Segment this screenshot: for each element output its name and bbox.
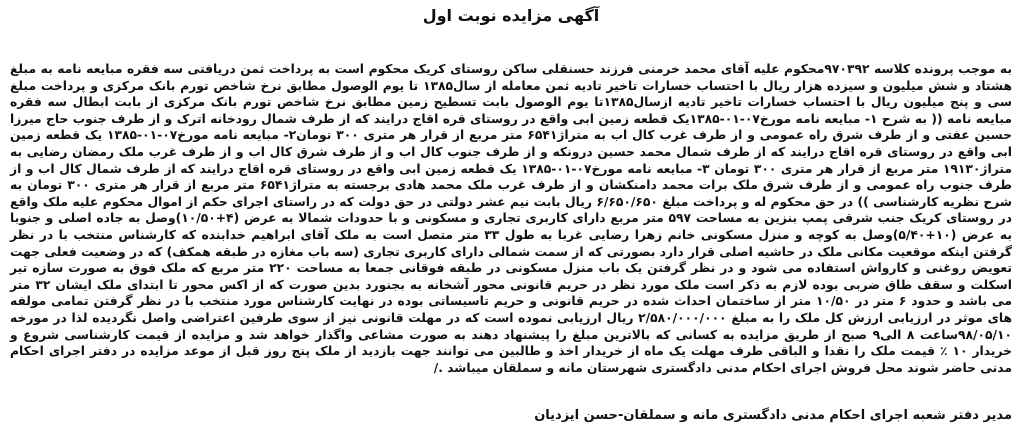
notice-body-text: به موجب پرونده کلاسه ۹۷۰۳۹۲محکوم علیه آقای محمد خرمنی فرزند حسنقلی ساکن روستای کریک محکوم است به پرداخت ثمن دریافتی سه فقره مبایعه نامه به مبلغ هشتاد و شش میلیون و سیزده هزار ریال با احتساب خسارات تاخیر تادیه ثمن معامله از سال۱۳۸۵ تا یوم الوصول مطابق نرخ شاخص تورم بانک مرکزی و پرداخت مبلغ سی و پنج میلیون ریال با احتساب خسارات تاخیر تادیه ازسال۱۳۸۵تا یوم الوصول بابت تسطیح زمین مطابق نرخ شاخص تورم بانک مرکزی از بابت ابطال سه فقره مبایعه نامه (( به شرح ۱- مبایعه نامه مورخ۰۷-۰۱-۱۳۸۵یک قطعه زمین ابی واقع در روستای قره اقاج درایند که از طرف شمال رودخانه اترک و از طرف جنوب حاج میرزا حسین عفتی و از طرف شرق راه عمومی و از طرف غرب کال اب به متراژ۶۵۴۱ متر مربع از قرار هر متری ۳۰۰ تومان۲- مبایعه نامه مورخ۰۷-۰۱-۱۳۸۵ یک قطعه زمین ابی واقع در روستای قره اقاج درایند که از طرف شمال محمد حسین درونکه و از طرف جنوب کال اب و از طرف شرق کال اب و از طرف غرب ملک رمضان رضایی به متراژ۱۹۱۳۰ متر مربع از قرار هر متری ۳۰۰ تومان ۳- مبایعه نامه مورخ۰۷-۰۱-۱۳۸۵ یک قطعه زمین ابی واقع در روستای قره اقاج درایند که از طرف شمال کال اب و از طرف جنوب راه عمومی و از طرف شرق ملک برات محمد دامنکشان و از طرف غرب ملک محمد هادی برجسته به متراژ۶۵۴۱ متر مربع از قرار هر متری ۳۰۰ تومان به شرح نظریه کارشناسی )) در حق محکوم له و پرداخت مبلغ ۶/۶۵۰/۶۵۰ ریال بابت نیم عشر دولتی در حق دولت که در راستای اجرای حکم از اموال محکوم علیه ملک واقع در روستای کریک جنب شرقی پمپ بنزین به مساحت ۵۹۷ متر مربع دارای کاربری تجاری و مسکونی و با حدودات شمالا به عرض (۴+۱۰/۵۰)وصل به جاده اصلی و جنوبا به عرض (۱۰+۵/۴۰)وصل به کوچه و منزل مسکونی خانم زهرا رضایی غربا به طول ۳۳ متر متصل است به ملک آقای ابراهیم خدابنده که کارشناس منتخب با در نظر گرفتن اینکه موقعیت مکانی ملک در حاشیه اصلی قرار دارد بصورتی که از سمت شمالی دارای کاربری تجاری (سه باب مغازه در طبقه همکف) که در وضعیت فعلی جهت تعویض روغنی و کارواش استفاده می شود و در نظر گرفتن یک باب منزل مسکونی در طبقه فوقانی جمعا به مساحت ۲۲۰ متر مربع که ملک فوق به صورت سازه تیر اسکلت و سقف طاق ضربی بوده لازم به ذکر است ملک مورد نظر در حریم قانونی محور آشخانه به بجنورد بدین صورت که از اکس محور تا ابتدای ملک ایشان ۳۲ متر می باشد و حدود ۶ متر در ۱۰/۵۰ متر از ساختمان احداث شده در حریم قانونی و حریم تاسیساتی بوده در نهایت کارشناس مورد منتخب با در نظر گرفتن تمامی مولفه های موثر در ارزیابی ارزش کل ملک را به مبلغ ۲/۵۸۰/۰۰۰/۰۰۰ ریال ارزیابی نموده است که در مهلت قانونی نیز از سوی طرفین اعتراضی واصل نگردیده لذا در مورخه ۹۸/۰۵/۱۰ساعت ۸ الی۹ صبح از طریق مزایده به کسانی که بالاترین مبلغ را پیشنهاد دهند به صورت مشاعی واگذار خواهد شد و مزایده از قیمت کارشناسی شروع و خریدار ۱۰ ٪ قیمت ملک را نقدا و الباقی طرف مهلت یک ماه از خریدار اخذ و طالبین می توانند جهت بازدید از ملک پنج روز قبل از موعد مزایده در دفتر اجرای احکام مدنی حاضر شوند محل فروش اجرای احکام مدنی دادگستری شهرستان مانه و سملقان میباشد ./ bbox=[10, 62, 1012, 375]
notice-title: آگهی مزایده نوبت اول bbox=[422, 6, 600, 25]
notice-signature: مدیر دفتر شعبه اجرای احکام مدنی دادگستری مانه و سملقان-حسن ایزدیان bbox=[534, 408, 1012, 423]
